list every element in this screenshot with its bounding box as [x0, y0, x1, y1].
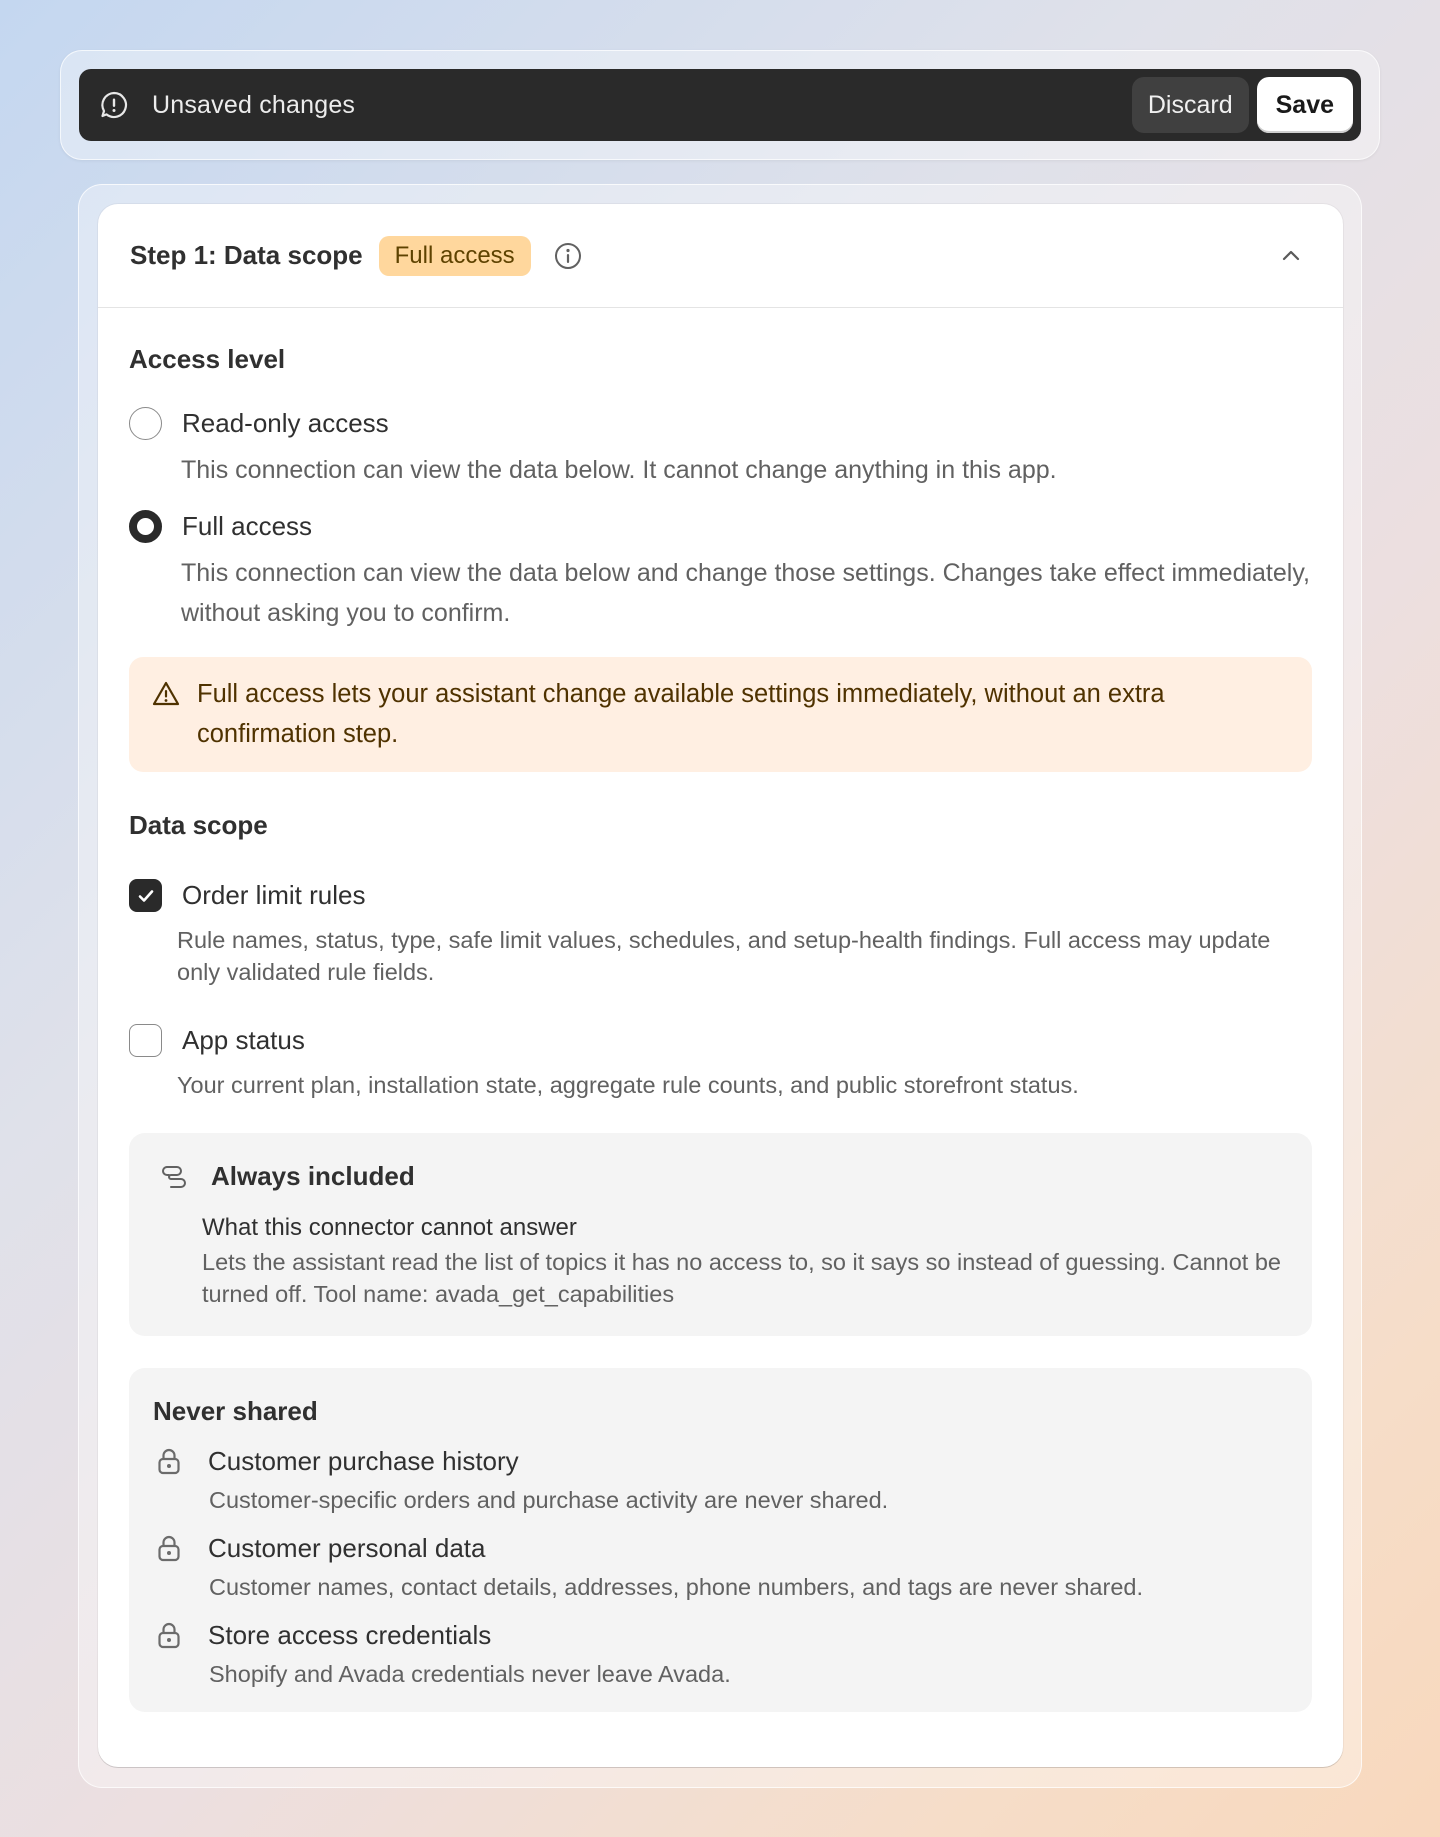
warning-banner: [129, 657, 1312, 772]
checkmark-icon: [135, 885, 157, 907]
always-item-name: What this connector cannot answer: [202, 1214, 577, 1241]
savebar-title: Unsaved changes: [152, 90, 356, 119]
never-shared-title: Never shared: [153, 1396, 318, 1426]
always-included-header: [159, 1161, 1282, 1192]
card-header[interactable]: [98, 204, 1343, 308]
lock-icon: [153, 1532, 185, 1564]
checkbox-option-app-status[interactable]: [129, 1024, 1312, 1057]
never-shared-panel: [129, 1368, 1312, 1712]
radio-label: Full access: [182, 511, 313, 541]
radio-read-only[interactable]: [129, 407, 162, 440]
data-scope-heading: Data scope: [129, 810, 268, 840]
never-item-description: Shopify and Avada credentials never leave Avada.: [209, 1661, 731, 1687]
data-scope-card: [98, 204, 1343, 1767]
access-badge: Full access: [379, 236, 531, 276]
never-item-name: Store access credentials: [208, 1619, 492, 1650]
never-item-name: Customer purchase history: [208, 1445, 519, 1476]
checkbox-description: Your current plan, installation state, aggregate rule counts, and public storefront status.: [177, 1072, 1079, 1098]
warning-text: Full access lets your assistant change available settings immediately, without an extra confirmation step.: [197, 680, 1165, 748]
checkbox-label: Order limit rules: [182, 880, 366, 910]
alert-circle-icon: [99, 90, 129, 120]
never-item-name: Customer personal data: [208, 1532, 486, 1563]
radio-full-access[interactable]: [129, 510, 162, 543]
contextual-save-bar: [79, 69, 1361, 141]
never-shared-item: [153, 1532, 1288, 1601]
checkbox-label: App status: [182, 1025, 305, 1055]
checkbox-order-limit-rules[interactable]: [129, 879, 162, 912]
always-included-panel: [129, 1133, 1312, 1336]
always-included-item: [202, 1214, 1282, 1310]
always-item-description: Lets the assistant read the list of topics it has no access to, so it says so instead of guessing. Cannot be turned off. Tool name: avada_get_capabilities: [202, 1249, 1281, 1307]
lock-icon: [153, 1445, 185, 1477]
link-icon: [159, 1162, 189, 1192]
checkbox-description: Rule names, status, type, safe limit values, schedules, and setup-health findings. Full access may update only validated rule fields.: [177, 927, 1271, 985]
radio-option-read-only[interactable]: [129, 407, 1312, 440]
always-included-title: Always included: [211, 1161, 415, 1191]
info-icon[interactable]: [553, 241, 583, 271]
warning-triangle-icon: [151, 679, 181, 709]
lock-icon: [153, 1619, 185, 1651]
radio-description: This connection can view the data below. It cannot change anything in this app.: [181, 456, 1057, 484]
access-level-heading: Access level: [129, 344, 286, 374]
radio-label: Read-only access: [182, 408, 389, 438]
checkbox-app-status[interactable]: [129, 1024, 162, 1057]
radio-option-full-access[interactable]: [129, 510, 1312, 543]
never-item-description: Customer-specific orders and purchase activity are never shared.: [209, 1487, 889, 1513]
save-button[interactable]: Save: [1257, 77, 1353, 133]
never-shared-item: [153, 1445, 1288, 1514]
radio-description: This connection can view the data below and change those settings. Changes take effect immediately, without asking you to confirm.: [181, 559, 1310, 627]
never-item-description: Customer names, contact details, addresses, phone numbers, and tags are never shared.: [209, 1574, 1143, 1600]
chevron-up-icon[interactable]: [1277, 242, 1305, 270]
step-title: Step 1: Data scope: [130, 240, 363, 270]
never-shared-item: [153, 1619, 1288, 1688]
card-body: [98, 308, 1343, 1712]
discard-button[interactable]: Discard: [1132, 77, 1249, 133]
checkbox-option-order-limit-rules[interactable]: [129, 879, 1312, 912]
